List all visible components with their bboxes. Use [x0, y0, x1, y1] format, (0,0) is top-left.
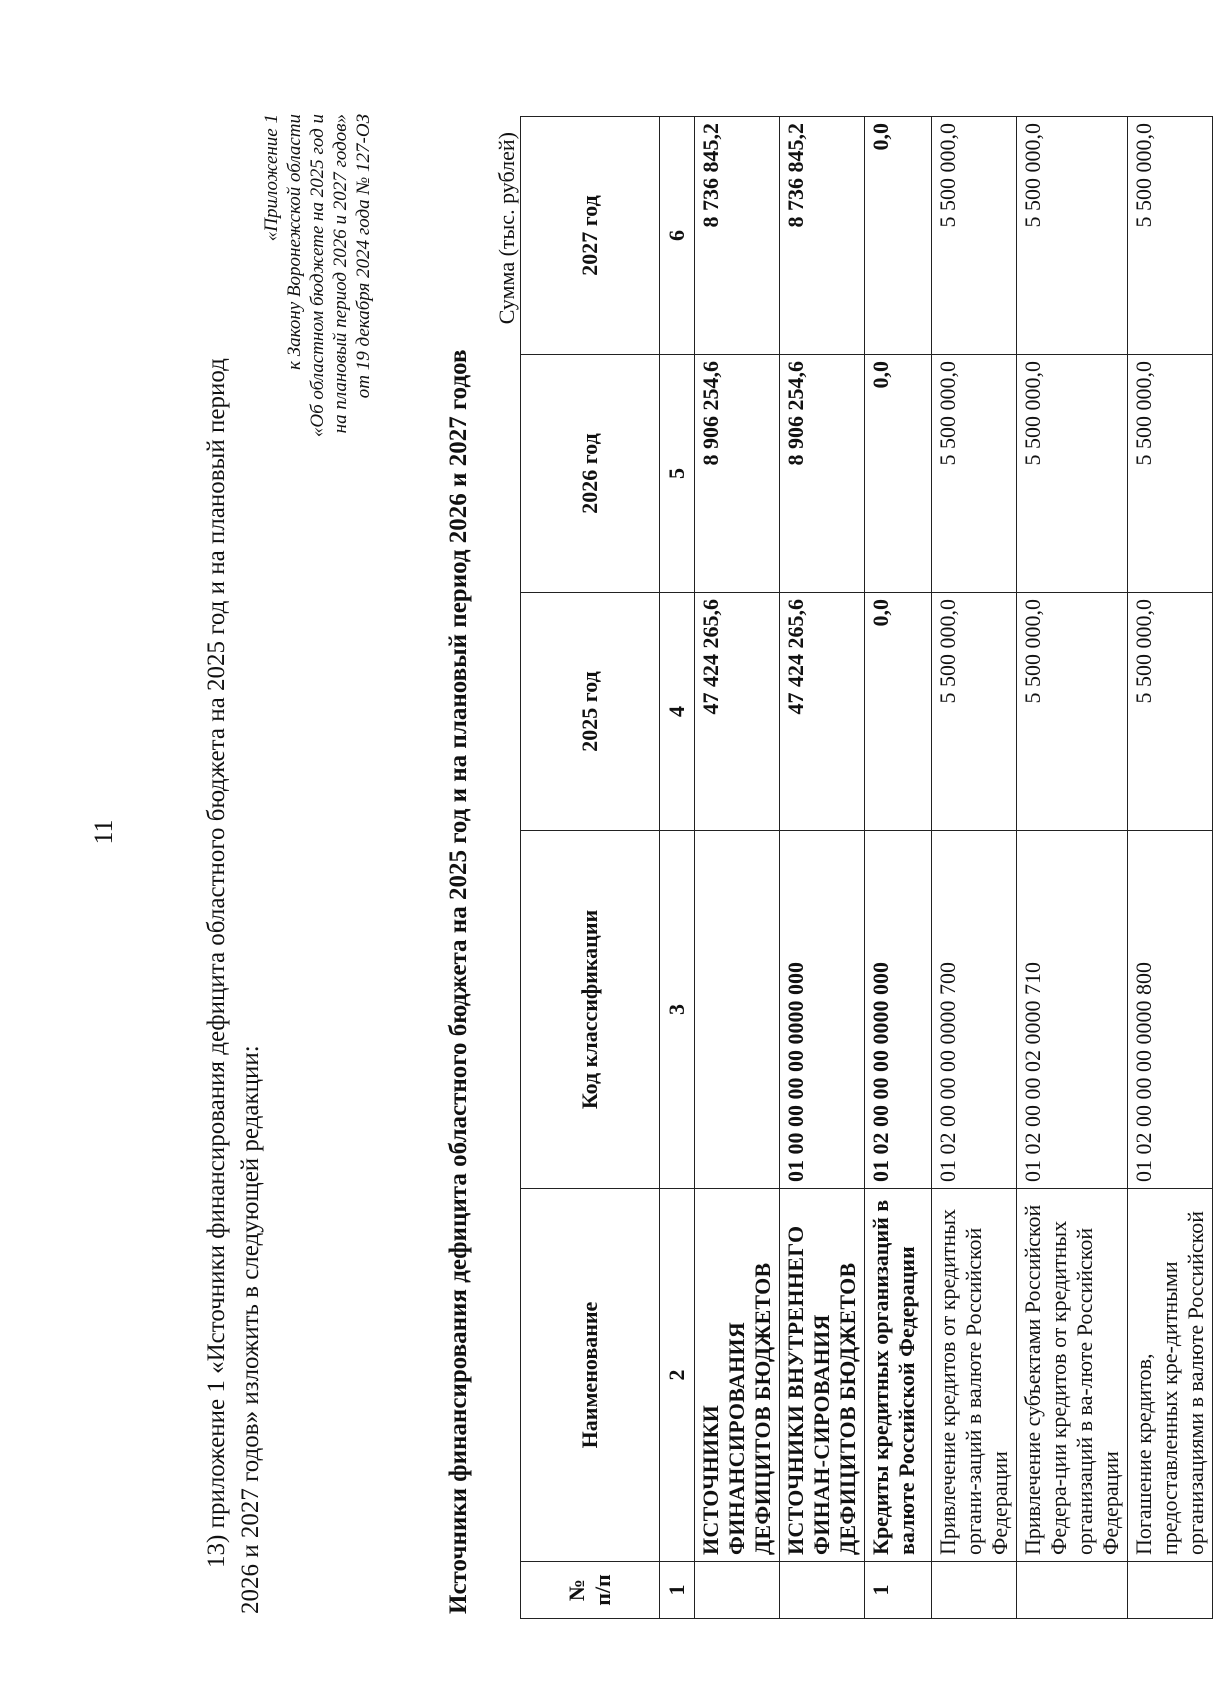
row-2027: 5 500 000,0	[1128, 117, 1213, 355]
row-2027: 5 500 000,0	[932, 117, 1017, 355]
amendment-text	[200, 74, 268, 1614]
page-number: 11	[89, 819, 118, 845]
header-code: Код классификации	[521, 831, 660, 1189]
budget-sources-table	[520, 116, 1213, 1619]
header-num: № п/п	[521, 1562, 660, 1619]
row-code	[695, 831, 780, 1189]
appendix-line-5: от 19 декабря 2024 года № 127-ОЗ	[353, 114, 374, 399]
row-name: Погашение кредитов, предоставленных кре-дитными организациями в валюте Российской	[1128, 1189, 1213, 1562]
column-index: 5	[660, 355, 695, 593]
column-index: 1	[660, 1562, 695, 1619]
amendment-line-2: 2026 и 2027 годов» изложить в следующей редакции:	[237, 1045, 264, 1614]
column-index: 2	[660, 1189, 695, 1562]
row-2025: 0,0	[865, 593, 932, 831]
row-num	[932, 1562, 1017, 1619]
table-row	[1128, 117, 1213, 1619]
row-code: 01 02 00 00 00 0000 800	[1128, 831, 1213, 1189]
row-2026: 0,0	[865, 355, 932, 593]
appendix-reference	[260, 114, 375, 644]
row-2026: 8 906 254,6	[780, 355, 865, 593]
row-2026: 5 500 000,0	[1128, 355, 1213, 593]
row-2025: 5 500 000,0	[932, 593, 1017, 831]
row-2025: 5 500 000,0	[1017, 593, 1128, 831]
row-2027: 5 500 000,0	[1017, 117, 1128, 355]
row-2025: 47 424 265,6	[695, 593, 780, 831]
appendix-line-2: к Закону Воронежской области	[284, 114, 305, 370]
header-2026: 2026 год	[521, 355, 660, 593]
row-2026: 5 500 000,0	[932, 355, 1017, 593]
row-num: 1	[865, 1562, 932, 1619]
row-code: 01 02 00 00 00 0000 000	[865, 831, 932, 1189]
row-2025: 5 500 000,0	[1128, 593, 1213, 831]
row-code: 01 02 00 00 02 0000 710	[1017, 831, 1128, 1189]
row-name: ИСТОЧНИКИ ВНУТРЕННЕГО ФИНАН-СИРОВАНИЯ ДЕФИЦИТОВ БЮДЖЕТОВ	[780, 1189, 865, 1562]
row-code: 01 00 00 00 00 0000 000	[780, 831, 865, 1189]
header-2025: 2025 год	[521, 593, 660, 831]
row-2027: 8 736 845,2	[780, 117, 865, 355]
row-num	[780, 1562, 865, 1619]
column-index: 4	[660, 593, 695, 831]
appendix-line-3: «Об областном бюджете на 2025 год и	[307, 114, 328, 438]
table-row	[865, 117, 932, 1619]
row-num	[1128, 1562, 1213, 1619]
row-2026: 8 906 254,6	[695, 355, 780, 593]
row-name: Привлечение субъектами Российской Федера-ции кредитов от кредитных организаций в ва-люте Российской Федерации	[1017, 1189, 1128, 1562]
table-header-row	[521, 117, 660, 1619]
row-code: 01 02 00 00 00 0000 700	[932, 831, 1017, 1189]
appendix-line-1: «Приложение 1	[261, 114, 282, 242]
appendix-line-4: на плановый период 2026 и 2027 годов»	[330, 114, 351, 434]
amendment-line-1: 13) приложение 1 «Источники финансирования дефицита областного бюджета на 2025 год и на плановый период	[203, 358, 230, 1568]
header-2027: 2027 год	[521, 117, 660, 355]
row-name: ИСТОЧНИКИ ФИНАНСИРОВАНИЯ ДЕФИЦИТОВ БЮДЖЕТОВ	[695, 1189, 780, 1562]
table-row	[932, 117, 1017, 1619]
header-name: Наименование	[521, 1189, 660, 1562]
row-2026: 5 500 000,0	[1017, 355, 1128, 593]
table-row	[780, 117, 865, 1619]
document-title: Источники финансирования дефицита областного бюджета на 2025 год и на плановый период 2026 и 2027 годов	[445, 349, 472, 1614]
row-num	[695, 1562, 780, 1619]
column-index: 6	[660, 117, 695, 355]
table-row	[695, 117, 780, 1619]
units-label: Сумма (тыс. рублей)	[494, 132, 519, 325]
row-2027: 0,0	[865, 117, 932, 355]
column-index: 3	[660, 831, 695, 1189]
row-num	[1017, 1562, 1128, 1619]
row-name: Кредиты кредитных организаций в валюте Российской Федерации	[865, 1189, 932, 1562]
column-index-row	[660, 117, 695, 1619]
row-2027: 8 736 845,2	[695, 117, 780, 355]
table-row	[1017, 117, 1128, 1619]
row-name: Привлечение кредитов от кредитных органи-заций в валюте Российской Федерации	[932, 1189, 1017, 1562]
row-2025: 47 424 265,6	[780, 593, 865, 831]
